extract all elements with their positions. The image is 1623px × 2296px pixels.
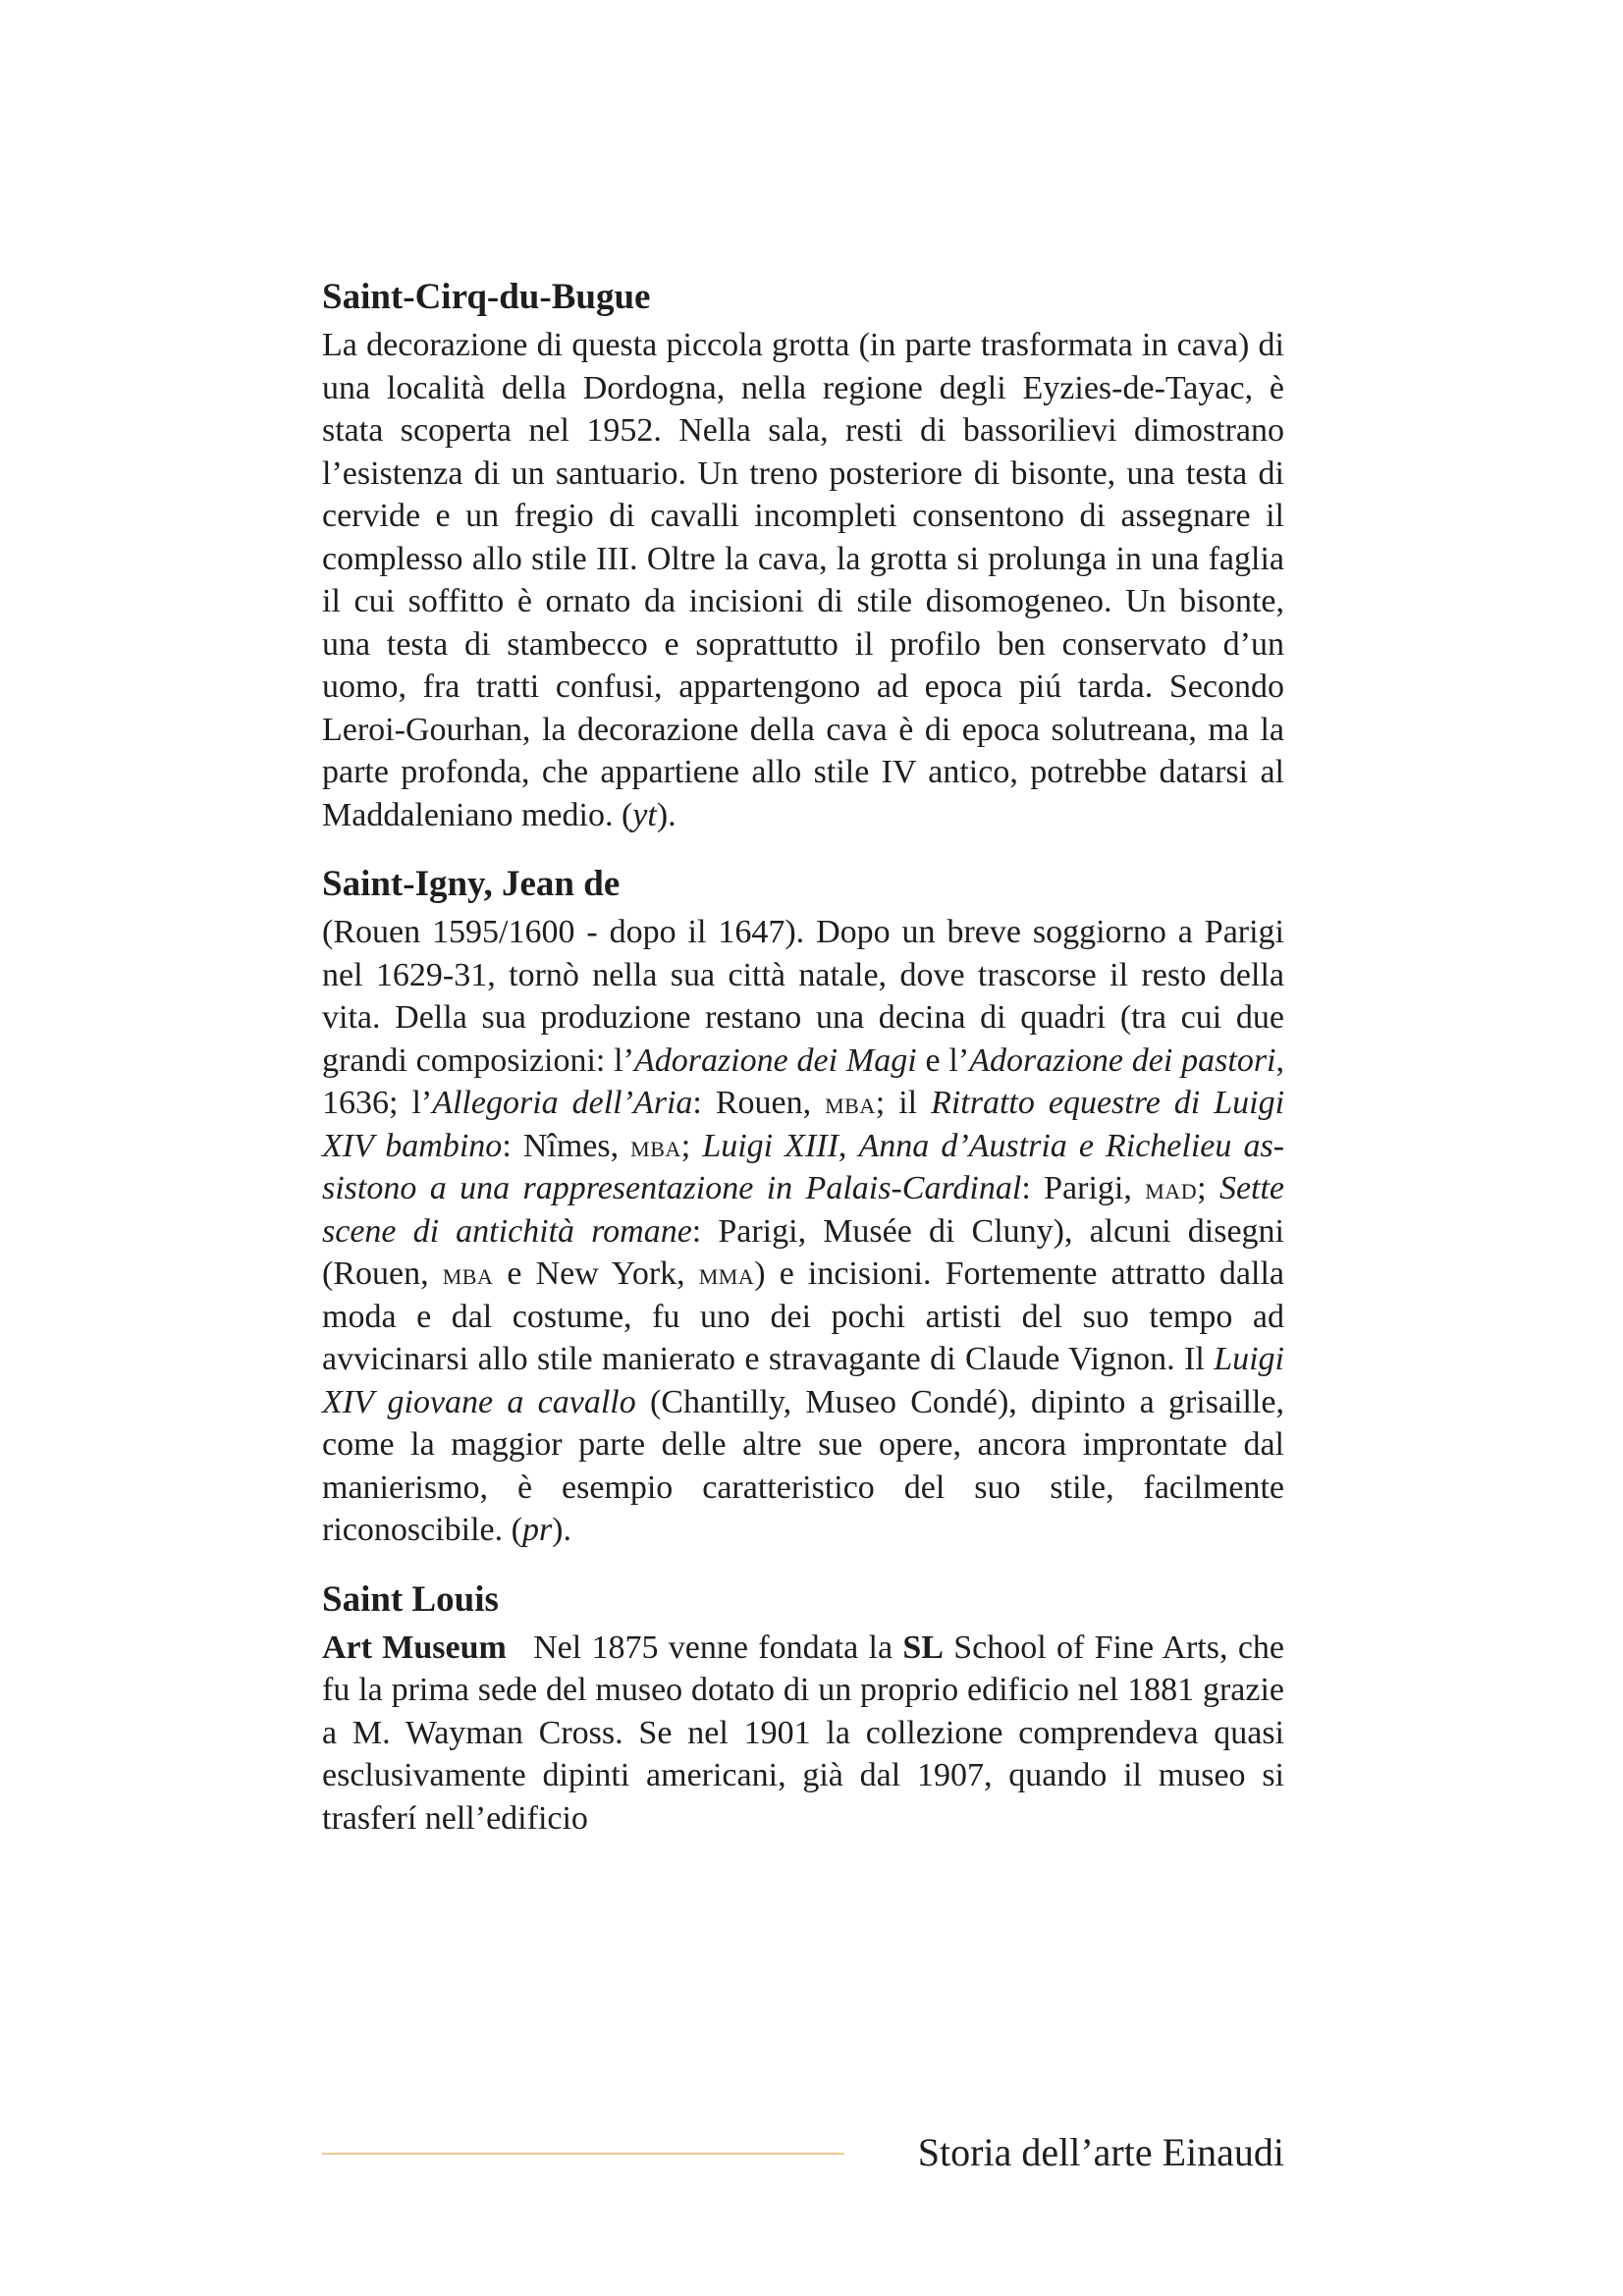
text-run: (Rouen 1595/1600 - dopo il 1647). Dopo un breve soggiorno a Parigi nel 1629-31, tornò nella sua città natale, dove trascorse il resto della vita. Della sua produzione restano una decina di quadri (tra cui due grandi composizioni: l’: [322, 914, 1284, 1079]
entry-body: [322, 324, 1284, 836]
italic-run: Luigi XIII: [702, 1127, 839, 1164]
italic-run: Anna d’Austria e Richelieu assistono a una rappresentazione in Palais-Cardinal: [322, 1127, 1285, 1206]
entry-saint-cirq-du-bugue: [322, 275, 1284, 836]
smallcaps-run: mba: [825, 1086, 876, 1120]
text-run: ).: [656, 796, 676, 833]
page-content: [322, 275, 1284, 1865]
page-footer: [322, 2128, 1284, 2177]
entry-saint-louis: [322, 1577, 1284, 1841]
footer-rule: [322, 2153, 844, 2155]
text-run: ;: [1197, 1170, 1219, 1206]
text-run: e New York,: [493, 1255, 699, 1292]
italic-run: Allegoria dell’Aria: [432, 1085, 693, 1121]
italic-run: Adorazione dei pastori: [969, 1041, 1276, 1079]
text-run: ) e incisioni. Fortemente attratto dalla moda e dal costume, fu uno dei pochi artisti del suo tempo ad avvicinarsi allo stile manierato e stravagante di Claude Vignon. Il: [322, 1255, 1285, 1377]
text-run: , 1636; l’: [322, 1041, 1285, 1121]
smallcaps-run: mad: [1145, 1171, 1198, 1205]
footer-title: Storia dell’arte Einaudi: [917, 2130, 1284, 2174]
text-run: La decorazione di questa piccola grotta (in parte trasformata in cava) di una località della Dordogna, nella regione degli Eyzies-de-Tayac, è stata scoperta nel 1952. Nella sala, resti di bassorilievi dimostrano l’esistenza di un santuario. Un treno posteriore di bisonte, una testa di cervide e un fregio di cavalli incompleti consentono di assegnare il complesso allo stile III. Oltre la cava, la grotta si prolunga in una faglia il cui soffitto è ornato da incisioni di stile disomogeneo. Un bisonte, una testa di stambecco e soprattutto il profilo ben conservato d’un uomo, fra tratti confusi, appartengono ad epoca piú tarda. Secondo Leroi-Gourhan, la decorazione della cava è di epoca solutreana, ma la parte profonda, che appartiene allo stile IV antico, potrebbe datarsi al Maddaleniano medio. (: [322, 327, 1284, 833]
text-run: ).: [552, 1512, 571, 1548]
italic-run: Luigi XIV giovane a cavallo: [322, 1341, 1284, 1420]
entry-heading: Saint-Cirq-du-Bugue: [322, 277, 651, 317]
italic-run: yt: [632, 796, 657, 833]
smallcaps-run: mma: [698, 1256, 755, 1291]
text-run: : Parigi, Musée di Cluny), alcuni disegni (Rouen,: [322, 1212, 1284, 1292]
text-run: : Rouen,: [692, 1085, 826, 1121]
text-run: Nel 1875 venne fondata la: [506, 1629, 903, 1666]
text-run: (Chantilly, Museo Condé), dipinto a grisaille, come la maggior parte delle altre sue opere, ancora improntate dal manierismo, è esempio caratteristico del suo stile, facilmente riconoscibile. (: [322, 1383, 1285, 1548]
entry-saint-igny: [322, 862, 1284, 1552]
bold-run: Art Museum: [322, 1629, 507, 1666]
italic-run: Adorazione dei Magi: [633, 1041, 917, 1079]
entry-heading: Saint Louis: [322, 1578, 499, 1620]
bold-run: SL: [902, 1629, 944, 1666]
text-run: School of Fine Arts, che fu la prima sede del museo dotato di un proprio edificio nel 1881 grazie a M. Wayman Cross. Se nel 1901 la collezione comprendeva quasi esclusivamente dipinti americani, già dal 1907, quando il museo si trasferí nell’edificio: [322, 1629, 1284, 1837]
smallcaps-run: mba: [630, 1128, 681, 1163]
italic-run: Ritratto equestre di Luigi XIV bambino: [322, 1085, 1285, 1164]
text-run: : Parigi,: [1021, 1170, 1146, 1206]
entry-body: [322, 1627, 1284, 1841]
text-run: e l’: [916, 1041, 970, 1079]
text-run: : Nîmes,: [502, 1127, 631, 1164]
entry-body: [322, 911, 1284, 1552]
italic-run: Sette scene di antichità romane: [322, 1170, 1285, 1250]
entry-heading: Saint-Igny, Jean de: [322, 864, 621, 904]
text-run: ,: [838, 1127, 859, 1164]
text-run: ; il: [875, 1085, 932, 1121]
text-run: ;: [680, 1127, 703, 1164]
smallcaps-run: mba: [442, 1256, 494, 1291]
italic-run: pr: [521, 1512, 553, 1548]
